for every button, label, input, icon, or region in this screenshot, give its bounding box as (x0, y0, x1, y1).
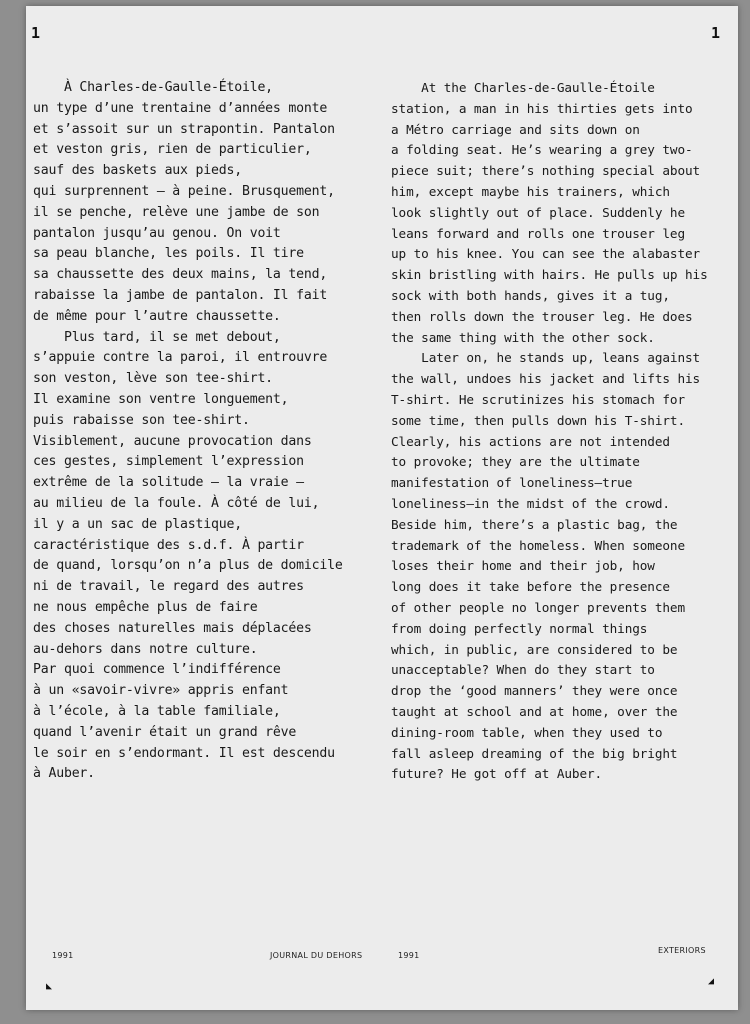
page-number-right: 1 (710, 24, 720, 42)
text-line: Beside him, there’s a plastic bag, the (391, 516, 678, 532)
text-line: ni de travail, le regard des autres (33, 579, 304, 595)
crop-mark-icon: ◢ (708, 976, 715, 987)
text-line: station, a man in his thirties gets into (391, 100, 693, 116)
text-line: au-dehors dans notre culture. (33, 641, 258, 657)
text-line: dining-room table, when they used to (391, 724, 663, 740)
text-line: some time, then pulls down his T-shirt. (391, 412, 686, 428)
text-line: Par quoi commence l’indifférence (33, 662, 281, 678)
text-line: loses their home and their job, how (391, 558, 655, 574)
text-line: à l’école, à la table familiale, (33, 703, 281, 719)
crop-mark-icon: ◣ (46, 981, 53, 992)
text-line: manifestation of loneliness—true (391, 475, 633, 491)
text-line: sauf des baskets aux pieds, (33, 163, 242, 179)
text-line: from doing perfectly normal things (391, 620, 648, 636)
footer-year-left: 1991 (52, 951, 74, 960)
text-line: le soir en s’endormant. Il est descendu (33, 745, 335, 761)
text-line: the same thing with the other sock. (391, 329, 655, 345)
text-line: il y a un sac de plastique, (33, 516, 242, 532)
text-line: of other people no longer prevents them (391, 599, 686, 615)
text-line: trademark of the homeless. When someone (391, 537, 686, 553)
text-line: extrême de la solitude — la vraie — (33, 475, 304, 491)
text-line: pantalon jusqu’au genou. On voit (33, 225, 281, 241)
text-line: up to his knee. You can see the alabaster (391, 246, 701, 262)
text-line: piece suit; there’s nothing special about (391, 163, 701, 179)
text-line: a folding seat. He’s wearing a grey two- (391, 142, 693, 158)
text-line: Plus tard, il se met debout, (33, 329, 281, 345)
text-line: rabaisse la jambe de pantalon. Il fait (33, 287, 328, 303)
footer-year-right: 1991 (398, 951, 420, 960)
text-line: unacceptable? When do they start to (391, 662, 655, 678)
text-line: fall asleep dreaming of the big bright (391, 745, 678, 761)
text-line: son veston, lève son tee-shirt. (33, 371, 273, 387)
text-line: him, except maybe his trainers, which (391, 183, 670, 199)
footer-title-right: EXTERIORS (658, 946, 706, 955)
text-line: ne nous empêche plus de faire (33, 599, 258, 615)
text-line: quand l’avenir était un grand rêve (33, 724, 297, 740)
text-line: long does it take before the presence (391, 579, 670, 595)
text-line: à un «savoir-vivre» appris enfant (33, 683, 289, 699)
text-line: skin bristling with hairs. He pulls up his (391, 267, 708, 283)
text-line: leans forward and rolls one trouser leg (391, 225, 686, 241)
text-line: un type d’une trentaine d’années monte (33, 100, 328, 116)
text-line: de même pour l’autre chaussette. (33, 308, 281, 324)
text-line: des choses naturelles mais déplacées (33, 620, 312, 636)
text-line: Visiblement, aucune provocation dans (33, 433, 312, 449)
footer-title-left: JOURNAL DU DEHORS (270, 951, 363, 960)
page-number-left: 1 (31, 24, 41, 42)
text-line: sock with both hands, gives it a tug, (391, 287, 670, 303)
text-line: look slightly out of place. Suddenly he (391, 204, 686, 220)
text-line: au milieu de la foule. À côté de lui, (33, 495, 320, 511)
text-line: sa chaussette des deux mains, la tend, (33, 267, 328, 283)
text-line: the wall, undoes his jacket and lifts his (391, 371, 701, 387)
text-line: puis rabaisse son tee-shirt. (33, 412, 250, 428)
text-line: À Charles-de-Gaulle-Étoile, (33, 80, 273, 95)
text-line: future? He got off at Auber. (391, 766, 603, 782)
text-line: de quand, lorsqu’on n’a plus de domicile (33, 558, 343, 574)
french-text-column (33, 78, 378, 785)
book-page (26, 6, 738, 1010)
text-line: et veston gris, rien de particulier, (33, 142, 312, 158)
text-line: drop the ‘good manners’ they were once (391, 683, 678, 699)
text-line: then rolls down the trouser leg. He does (391, 308, 693, 324)
text-line: loneliness—in the midst of the crowd. (391, 495, 670, 511)
text-line: caractéristique des s.d.f. À partir (33, 537, 304, 553)
text-line: At the Charles-de-Gaulle-Étoile (391, 80, 655, 95)
text-line: il se penche, relève une jambe de son (33, 204, 320, 220)
text-line: Clearly, his actions are not intended (391, 433, 670, 449)
text-line: taught at school and at home, over the (391, 703, 678, 719)
text-line: à Auber. (33, 766, 95, 782)
text-line: to provoke; they are the ultimate (391, 454, 640, 470)
text-line: Il examine son ventre longuement, (33, 391, 289, 407)
english-text-column (391, 78, 731, 785)
text-line: s’appuie contre la paroi, il entrouvre (33, 350, 328, 366)
text-line: et s’assoit sur un strapontin. Pantalon (33, 121, 335, 137)
text-line: Later on, he stands up, leans against (391, 350, 701, 366)
text-line: ces gestes, simplement l’expression (33, 454, 304, 470)
text-line: which, in public, are considered to be (391, 641, 678, 657)
text-line: qui surprennent — à peine. Brusquement, (33, 183, 335, 199)
text-line: a Métro carriage and sits down on (391, 121, 640, 137)
text-line: sa peau blanche, les poils. Il tire (33, 246, 304, 262)
text-line: T-shirt. He scrutinizes his stomach for (391, 391, 686, 407)
